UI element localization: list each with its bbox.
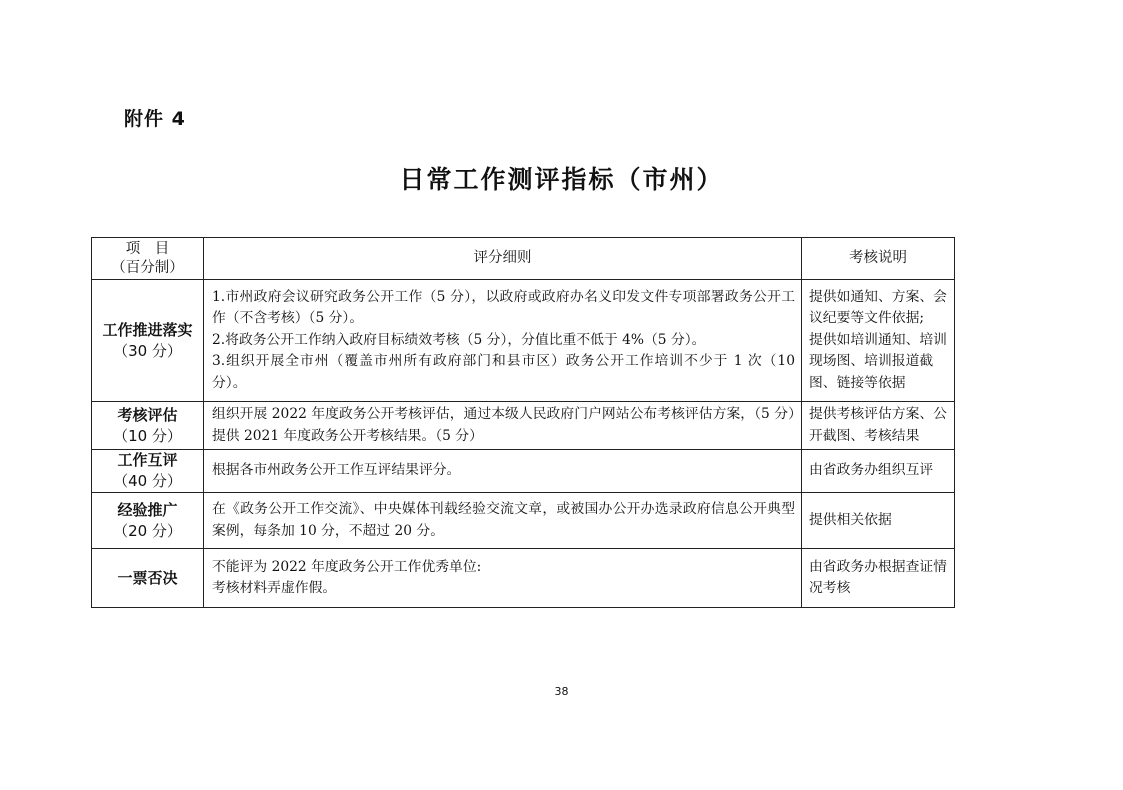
item-name: 工作互评 xyxy=(117,451,178,469)
rule-text: 根据各市州政务公开工作互评结果评分。 xyxy=(212,462,461,479)
item-name: 一票否决 xyxy=(117,568,178,587)
note-text: 由省政务办根据查证情况考核 xyxy=(809,558,947,596)
document-title: 日常工作测评指标（市州） xyxy=(399,165,724,194)
table-row xyxy=(92,402,955,450)
notes-cell xyxy=(802,450,955,493)
item-cell xyxy=(92,549,204,608)
rule-text: 2.将政务公开工作纳入政府目标绩效考核（5 分），分值比重不低于 4%（5 分）。 xyxy=(212,331,706,348)
attachment-label: 附件 4 xyxy=(124,108,186,130)
header-item-line2: （百分制） xyxy=(111,259,184,276)
item-score: （40 分） xyxy=(113,472,182,490)
table-header-row xyxy=(92,238,955,280)
note-text: 提供相关依据 xyxy=(809,511,892,528)
item-cell xyxy=(92,402,204,450)
table-row xyxy=(92,493,955,549)
rules-cell xyxy=(204,450,802,493)
notes-cell xyxy=(802,402,955,450)
item-cell xyxy=(92,450,204,493)
rules-cell xyxy=(204,280,802,402)
table-row xyxy=(92,450,955,493)
rule-text: 考核材料弄虚作假。 xyxy=(212,580,337,596)
note-text: 提供如培训通知、培训现场图、培训报道截图、链接等依据 xyxy=(809,331,947,391)
item-score: （20 分） xyxy=(113,521,182,540)
rules-cell xyxy=(204,493,802,549)
rule-text: 不能评为 2022 年度政务公开工作优秀单位: xyxy=(212,558,482,575)
table-row xyxy=(92,549,955,608)
note-text: 提供考核评估方案、公开截图、考核结果 xyxy=(809,406,947,444)
header-rules: 评分细则 xyxy=(204,238,802,280)
rule-text: 组织开展 2022 年度政务公开考核评估，通过本级人民政府门户网站公布考核评估方案，（5 分）提供 2021 年度政务公开考核结果。（5 分） xyxy=(212,406,795,444)
rule-text: 在《政务公开工作交流》、中央媒体刊载经验交流文章，或被国办公开办选录政府信息公开典型案例，每条加 10 分，不超过 20 分。 xyxy=(212,501,795,539)
rules-cell xyxy=(204,402,802,450)
item-cell xyxy=(92,280,204,402)
item-name: 考核评估 xyxy=(117,405,178,424)
rule-text: 3.组织开展全市州（覆盖市州所有政府部门和县市区）政务公开工作培训不少于 1 次（10 分）。 xyxy=(212,353,795,391)
note-text: 由省政务办组织互评 xyxy=(809,462,934,479)
header-item-line1: 项 目 xyxy=(125,240,170,257)
item-score: （10 分） xyxy=(113,426,182,445)
notes-cell xyxy=(802,280,955,402)
notes-cell xyxy=(802,493,955,549)
header-item xyxy=(92,238,204,280)
notes-cell xyxy=(802,549,955,608)
rules-cell xyxy=(204,549,802,608)
item-name: 工作推进落实 xyxy=(102,320,193,339)
table-row xyxy=(92,280,955,402)
item-cell xyxy=(92,493,204,549)
note-text: 提供如通知、方案、会议纪要等文件依据; xyxy=(809,288,947,327)
rule-text: 1.市州政府会议研究政务公开工作（5 分），以政府或政府办名义印发文件专项部署政务公开工作（不含考核）（5 分）。 xyxy=(212,288,795,327)
evaluation-table xyxy=(91,237,955,608)
item-score: （30 分） xyxy=(113,341,182,360)
header-notes: 考核说明 xyxy=(802,238,955,280)
item-name: 经验推广 xyxy=(117,500,178,519)
page-number: 38 xyxy=(554,685,569,698)
